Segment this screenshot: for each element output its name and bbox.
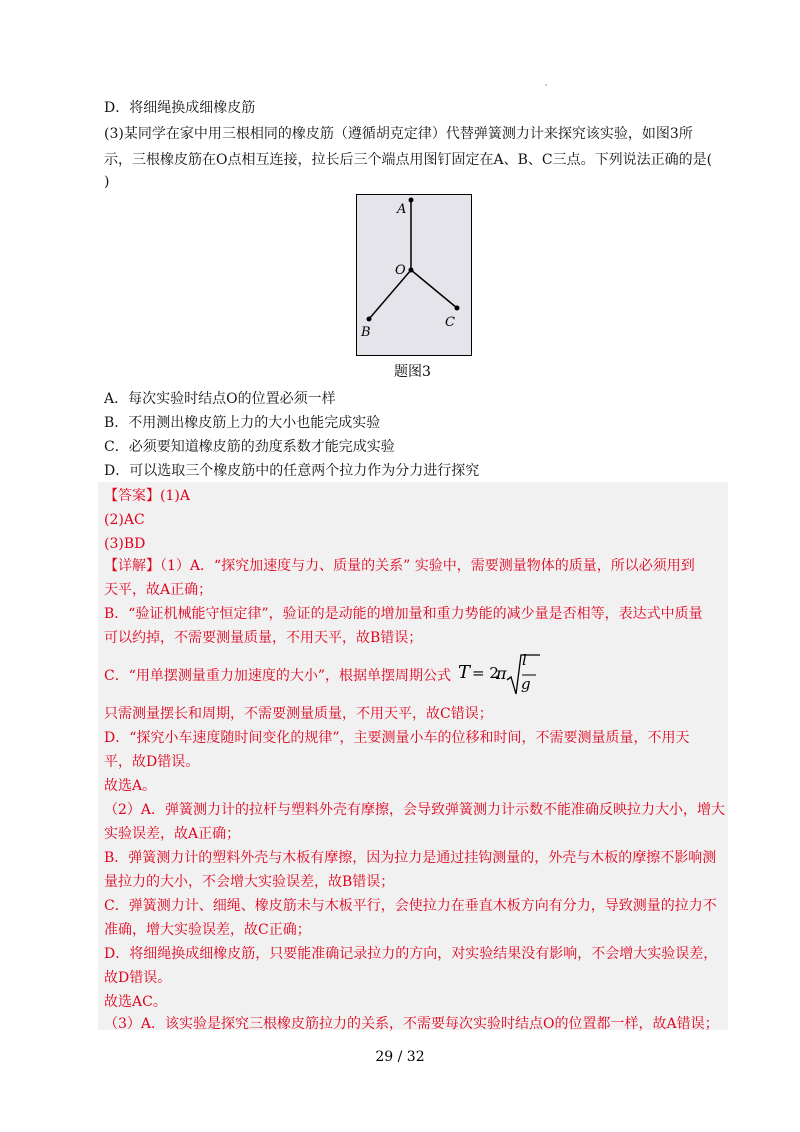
label-o: O — [395, 263, 406, 278]
detail-line-16: D．将细绳换成细橡皮筋，只要能准确记录拉力的方向，对实验结果没有影响，不会增大实验误差， — [104, 946, 718, 962]
detail-line-2: 天平，故A正确； — [104, 582, 213, 598]
detail-text-1: （1）A．“探究加速度与力、质量的关系” 实验中，需要测量物体的质量，所以必须用到 — [160, 558, 695, 574]
label-c: C — [445, 315, 455, 330]
pin-c — [455, 306, 460, 311]
formula-g: g — [521, 675, 531, 693]
detail-line-11: 实验误差，故A正确； — [104, 826, 241, 842]
detail-line-17: 故D错误。 — [104, 970, 172, 986]
detail-label: 【详解】 — [104, 558, 160, 574]
band-oc — [411, 270, 457, 308]
detail-line-18: 故选AC。 — [104, 994, 167, 1010]
detail-line-12: B．弹簧测力计的塑料外壳与木板有摩擦，因为拉力是通过挂钩测量的，外壳与木板的摩擦不影响测 — [104, 850, 717, 866]
figure-3-diagram — [356, 194, 472, 356]
page-number: 29 / 32 — [375, 1049, 425, 1065]
detail-line-19: （3）A．该实验是探究三根橡皮筋拉力的关系，不需要每次实验时结点O的位置都一样，故A错误； — [104, 1016, 719, 1032]
figure-caption: 题图3 — [394, 364, 431, 380]
pin-b — [367, 317, 372, 322]
option-a: A．每次实验时结点O的位置必须一样 — [104, 391, 336, 407]
q3-text-line3: ) — [104, 174, 110, 190]
answer-2: (2)AC — [104, 512, 145, 528]
detail-line-7: D．“探究小车速度随时间变化的规律”，主要测量小车的位移和时间，不需要测量质量，不用天 — [104, 730, 690, 746]
option-d-previous: D．将细绳换成细橡皮筋 — [104, 100, 256, 116]
detail-line-5: C．“用单摆测量重力加速度的大小”，根据单摆周期公式 — [104, 668, 452, 684]
detail-line-13: 量拉力的大小，不会增大实验误差，故B错误； — [104, 874, 395, 890]
formula-eq: = 2 — [472, 664, 499, 682]
answer-line — [104, 486, 190, 506]
pin-a — [409, 198, 414, 203]
knot-o — [409, 268, 414, 273]
answer-label: 【答案】 — [104, 488, 160, 504]
option-d: D．可以选取三个橡皮筋中的任意两个拉力作为分力进行探究 — [104, 463, 480, 479]
detail-line-15: 准确，增大实验误差，故C正确； — [104, 922, 311, 938]
detail-line-9: 故选A。 — [104, 778, 157, 794]
label-b: B — [361, 325, 371, 340]
q3-text-line2: 示，三根橡皮筋在O点相互连接，拉长后三个端点用图钉固定在A、B、C三点。下列说法正确的是( — [104, 152, 713, 168]
detail-line-3: B．“验证机械能守恒定律”，验证的是动能的增加量和重力势能的减少量是否相等，表达式中质量 — [104, 606, 703, 622]
rubber-band-diagram — [357, 195, 471, 355]
detail-line-10: （2）A．弹簧测力计的拉杆与塑料外壳有摩擦，会导致弹簧测力计示数不能准确反映拉力大小，增大 — [104, 802, 726, 818]
detail-line-1 — [104, 556, 695, 576]
answer-1: (1)A — [160, 488, 190, 504]
formula-l: l — [522, 651, 527, 669]
formula-pi: π — [496, 664, 507, 683]
option-b: B．不用测出橡皮筋上力的大小也能完成实验 — [104, 415, 381, 431]
q3-text-line1: (3)某同学在家中用三根相同的橡皮筋（遵循胡克定律）代替弹簧测力计来探究该实验，如图3所 — [104, 126, 693, 142]
formula-t: T — [458, 662, 471, 683]
detail-line-4: 可以约掉，不需要测量质量，不用天平，故B错误； — [104, 630, 423, 646]
option-c: C．必须要知道橡皮筋的劲度系数才能完成实验 — [104, 439, 395, 455]
label-a: A — [397, 202, 407, 217]
detail-line-6: 只需测量摆长和周期，不需要测量质量，不用天平，故C错误； — [104, 706, 493, 722]
answer-3: (3)BD — [104, 536, 146, 552]
stray-dot — [545, 84, 547, 86]
detail-line-8: 平，故D错误。 — [104, 754, 200, 770]
detail-line-14: C．弹簧测力计、细绳、橡皮筋未与木板平行，会使拉力在垂直木板方向有分力，导致测量的拉力不 — [104, 898, 717, 914]
